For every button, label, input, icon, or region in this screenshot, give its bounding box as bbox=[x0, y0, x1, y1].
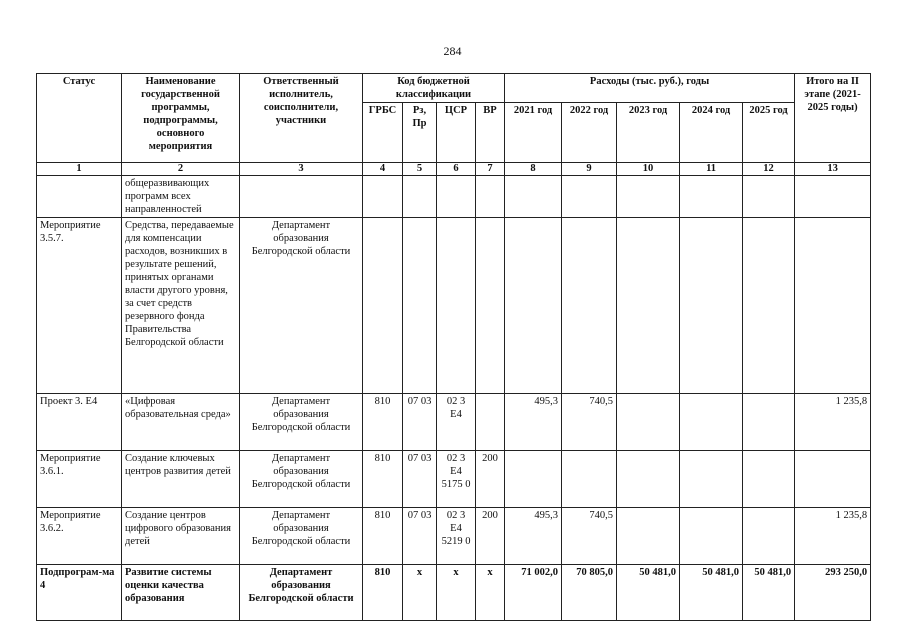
cell-2021: 495,3 bbox=[505, 508, 562, 565]
cell-2024 bbox=[680, 394, 743, 451]
cell-grbs: 810 bbox=[363, 565, 403, 621]
header-2025: 2025 год bbox=[743, 103, 795, 163]
cell-2025 bbox=[743, 451, 795, 508]
cell-rzpr: 07 03 bbox=[403, 394, 437, 451]
cell-grbs: 810 bbox=[363, 508, 403, 565]
header-status: Статус bbox=[37, 74, 122, 163]
cell-csr: 02 3 Е4 bbox=[437, 394, 476, 451]
cell-status: Мероприятие 3.6.2. bbox=[37, 508, 122, 565]
column-number: 9 bbox=[562, 163, 617, 176]
cell-2024 bbox=[680, 508, 743, 565]
cell-2022 bbox=[562, 176, 617, 218]
budget-table bbox=[36, 73, 871, 621]
cell-2025 bbox=[743, 394, 795, 451]
column-number: 6 bbox=[437, 163, 476, 176]
cell-csr: х bbox=[437, 565, 476, 621]
cell-2023 bbox=[617, 394, 680, 451]
cell-2024 bbox=[680, 451, 743, 508]
header-2024: 2024 год bbox=[680, 103, 743, 163]
cell-vr bbox=[476, 394, 505, 451]
cell-name: Создание центров цифрового образования детей bbox=[122, 508, 240, 565]
cell-2022 bbox=[562, 451, 617, 508]
cell-vr: х bbox=[476, 565, 505, 621]
cell-status: Подпрограм-ма 4 bbox=[37, 565, 122, 621]
cell-rzpr bbox=[403, 218, 437, 394]
header-name: Наименование государственной программы, подпрограммы, основного мероприятия bbox=[122, 74, 240, 163]
header-row-1 bbox=[37, 74, 871, 103]
cell-2025: 50 481,0 bbox=[743, 565, 795, 621]
cell-2021 bbox=[505, 451, 562, 508]
cell-2023 bbox=[617, 218, 680, 394]
cell-responsible: Департамент образования Белгородской области bbox=[240, 508, 363, 565]
cell-name: «Цифровая образовательная среда» bbox=[122, 394, 240, 451]
table-row bbox=[37, 218, 871, 394]
cell-2025 bbox=[743, 176, 795, 218]
table-row bbox=[37, 176, 871, 218]
cell-grbs: 810 bbox=[363, 451, 403, 508]
cell-total: 1 235,8 bbox=[795, 394, 871, 451]
cell-2022: 740,5 bbox=[562, 394, 617, 451]
cell-2023: 50 481,0 bbox=[617, 565, 680, 621]
header-budget-code: Код бюджетной классификации bbox=[363, 74, 505, 103]
column-number: 5 bbox=[403, 163, 437, 176]
header-2022: 2022 год bbox=[562, 103, 617, 163]
cell-2024: 50 481,0 bbox=[680, 565, 743, 621]
table-row bbox=[37, 451, 871, 508]
cell-2021: 495,3 bbox=[505, 394, 562, 451]
cell-2025 bbox=[743, 218, 795, 394]
column-number: 11 bbox=[680, 163, 743, 176]
cell-vr bbox=[476, 176, 505, 218]
cell-name: Создание ключевых центров развития детей bbox=[122, 451, 240, 508]
column-number: 1 bbox=[37, 163, 122, 176]
cell-total bbox=[795, 176, 871, 218]
header-vr: ВР bbox=[476, 103, 505, 163]
cell-2021 bbox=[505, 218, 562, 394]
cell-status: Мероприятие 3.5.7. bbox=[37, 218, 122, 394]
cell-2022: 740,5 bbox=[562, 508, 617, 565]
cell-2024 bbox=[680, 218, 743, 394]
cell-csr bbox=[437, 218, 476, 394]
cell-rzpr: х bbox=[403, 565, 437, 621]
cell-2025 bbox=[743, 508, 795, 565]
cell-total bbox=[795, 451, 871, 508]
cell-total: 293 250,0 bbox=[795, 565, 871, 621]
table-row bbox=[37, 565, 871, 621]
column-number: 13 bbox=[795, 163, 871, 176]
cell-rzpr bbox=[403, 176, 437, 218]
cell-vr: 200 bbox=[476, 508, 505, 565]
cell-2022: 70 805,0 bbox=[562, 565, 617, 621]
column-number: 10 bbox=[617, 163, 680, 176]
cell-grbs bbox=[363, 176, 403, 218]
cell-csr: 02 3 Е4 5219 0 bbox=[437, 508, 476, 565]
cell-name: общеразвивающих программ всех направленностей bbox=[122, 176, 240, 218]
cell-total: 1 235,8 bbox=[795, 508, 871, 565]
cell-2023 bbox=[617, 508, 680, 565]
header-2021: 2021 год bbox=[505, 103, 562, 163]
cell-name: Средства, передаваемые для компенсации расходов, возникших в результате решений, принятых органами власти другого уровня, за счет средств резервного фонда Правительства Белгородской области bbox=[122, 218, 240, 394]
cell-status: Проект 3. Е4 bbox=[37, 394, 122, 451]
column-number: 8 bbox=[505, 163, 562, 176]
cell-2024 bbox=[680, 176, 743, 218]
cell-2022 bbox=[562, 218, 617, 394]
page-number: 284 bbox=[443, 44, 462, 58]
cell-grbs: 810 bbox=[363, 394, 403, 451]
cell-vr bbox=[476, 218, 505, 394]
cell-rzpr: 07 03 bbox=[403, 451, 437, 508]
header-responsible: Ответственный исполнитель, соисполнители, участники bbox=[240, 74, 363, 163]
header-expenses: Расходы (тыс. руб.), годы bbox=[505, 74, 795, 103]
cell-total bbox=[795, 218, 871, 394]
header-csr: ЦСР bbox=[437, 103, 476, 163]
header-grbs: ГРБС bbox=[363, 103, 403, 163]
table-row bbox=[37, 394, 871, 451]
cell-responsible: Департамент образования Белгородской области bbox=[240, 565, 363, 621]
column-number-row bbox=[37, 163, 871, 176]
column-number: 7 bbox=[476, 163, 505, 176]
header-total: Итого на II этапе (2021-2025 годы) bbox=[795, 74, 871, 163]
table-row bbox=[37, 508, 871, 565]
cell-2021 bbox=[505, 176, 562, 218]
cell-csr bbox=[437, 176, 476, 218]
header-rzpr: Рз, Пр bbox=[403, 103, 437, 163]
cell-vr: 200 bbox=[476, 451, 505, 508]
cell-responsible bbox=[240, 176, 363, 218]
cell-grbs bbox=[363, 218, 403, 394]
column-number: 3 bbox=[240, 163, 363, 176]
cell-status bbox=[37, 176, 122, 218]
header-2023: 2023 год bbox=[617, 103, 680, 163]
cell-status: Мероприятие 3.6.1. bbox=[37, 451, 122, 508]
column-number: 2 bbox=[122, 163, 240, 176]
cell-name: Развитие системы оценки качества образования bbox=[122, 565, 240, 621]
cell-2021: 71 002,0 bbox=[505, 565, 562, 621]
cell-2023 bbox=[617, 451, 680, 508]
column-number: 12 bbox=[743, 163, 795, 176]
column-number: 4 bbox=[363, 163, 403, 176]
cell-responsible: Департамент образования Белгородской области bbox=[240, 218, 363, 394]
cell-responsible: Департамент образования Белгородской области bbox=[240, 451, 363, 508]
cell-csr: 02 3 Е4 5175 0 bbox=[437, 451, 476, 508]
cell-2023 bbox=[617, 176, 680, 218]
cell-responsible: Департамент образования Белгородской области bbox=[240, 394, 363, 451]
cell-rzpr: 07 03 bbox=[403, 508, 437, 565]
